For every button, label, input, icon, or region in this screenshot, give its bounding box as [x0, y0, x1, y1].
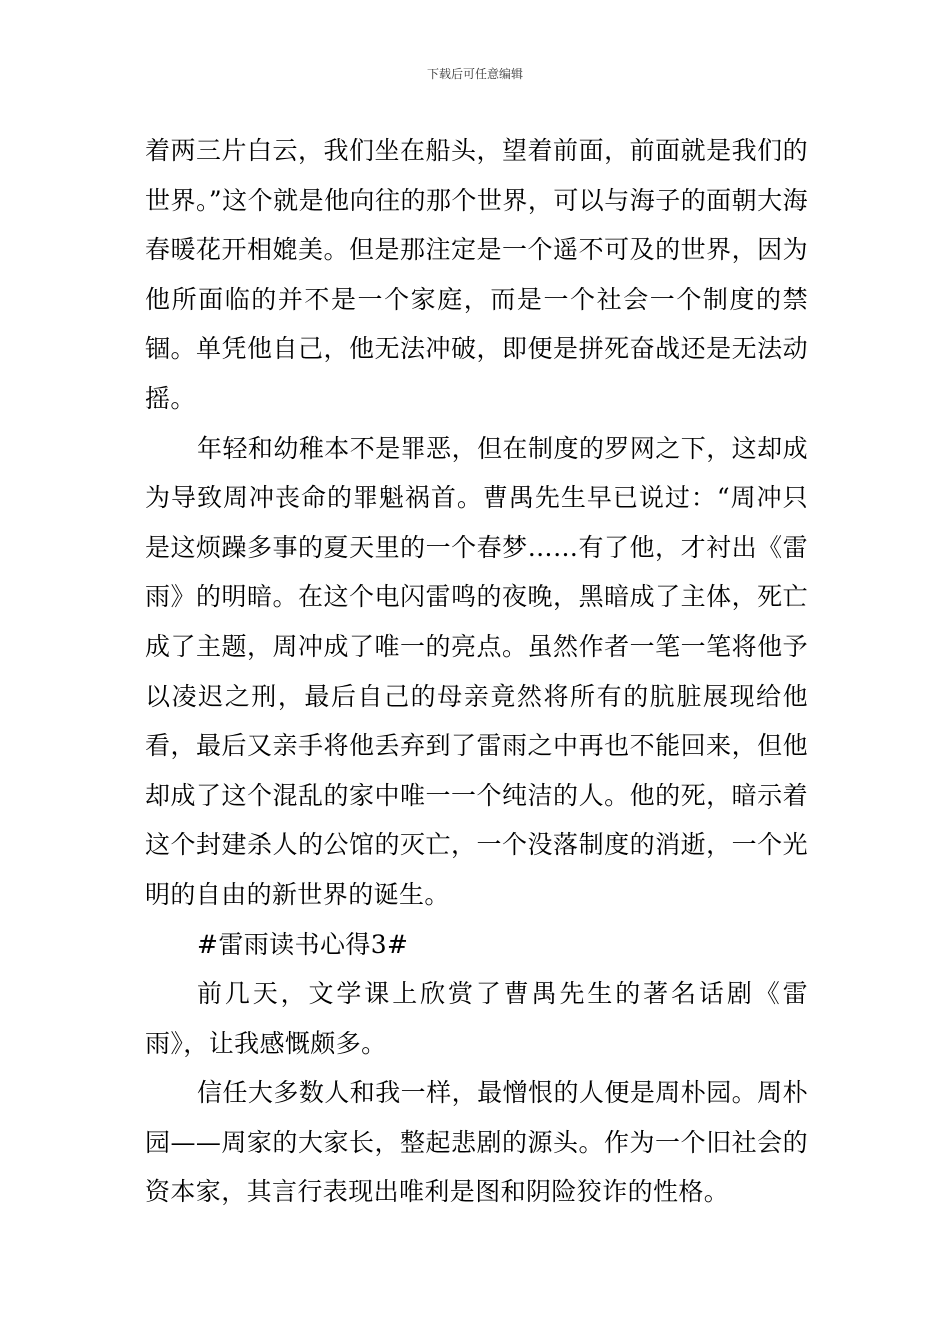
section-heading: #雷雨读书心得3#: [197, 929, 409, 959]
paragraph-zhou-chong: 年轻和幼稚本不是罪恶，但在制度的罗网之下，这却成为导致周冲丧命的罪魁祸首。曹禺先生早已说过：“周冲只是这烦躁多事的夏天里的一个春梦……有了他，才衬出《雷雨》的明暗。在这个电闪雷鸣的夜晚，黑暗成了主体，死亡成了主题，周冲成了唯一的亮点。虽然作者一笔一笔将他予以凌迟之刑，最后自己的母亲竟然将所有的肮脏展现给他看，最后又亲手将他丢弃到了雷雨之中再也不能回来，但他却成了这个混乱的家中唯一一个纯洁的人。他的死，暗示着这个封建杀人的公馆的灭亡，一个没落制度的消逝，一个光明的自由的新世界的诞生。: [145, 433, 808, 909]
document-body: [145, 126, 808, 1217]
paragraph-zhou-puyuan: 信任大多数人和我一样，最憎恨的人便是周朴园。周朴园——周家的大家长，整起悲剧的源头。作为一个旧社会的资本家，其言行表现出唯利是图和阴险狡诈的性格。: [145, 1078, 808, 1207]
paragraph-intro: 前几天，文学课上欣赏了曹禺先生的著名话剧《雷雨》，让我感慨颇多。: [145, 979, 808, 1058]
paragraph-continuation: 着两三片白云，我们坐在船头，望着前面，前面就是我们的世界。”这个就是他向往的那个世界，可以与海子的面朝大海春暖花开相媲美。但是那注定是一个遥不可及的世界，因为他所面临的并不是一个家庭，而是一个社会一个制度的禁锢。单凭他自己，他无法冲破，即便是拼死奋战还是无法动摇。: [145, 136, 808, 413]
page-header: 下载后可任意编辑: [426, 67, 523, 81]
